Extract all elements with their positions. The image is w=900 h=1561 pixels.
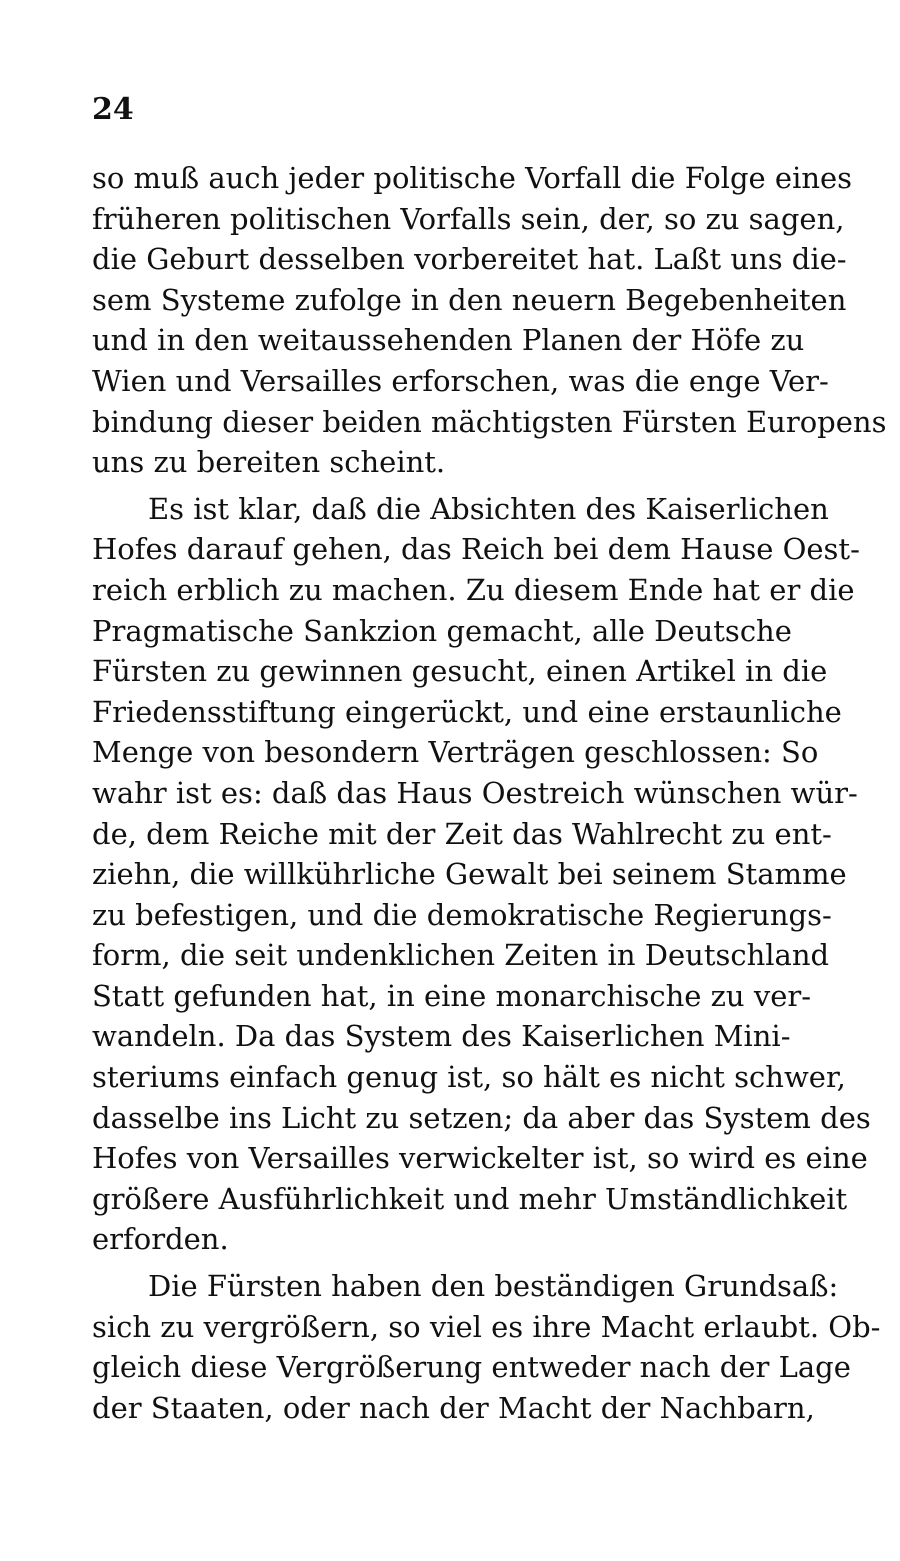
text-line: de, dem Reiche mit der Zeit das Wahlrecht zu ent- <box>92 816 832 851</box>
text-line: so muß auch jeder politische Vorfall die Folge eines <box>92 161 853 195</box>
text-line: bindung dieser beiden mächtigsten Fürsten Europens <box>92 404 887 439</box>
text-line: die Geburt desselben vorbereitet hat. Laßt uns die- <box>92 242 847 277</box>
text-line: Friedensstiftung eingerückt, und eine erstaunliche <box>92 694 842 729</box>
text-line: gleich diese Vergrößerung entweder nach der Lage <box>92 1350 851 1385</box>
text-line: Fürsten zu gewinnen gesucht, einen Artikel in die <box>92 654 828 689</box>
text-line: wandeln. Da das System des Kaiserlichen Mini- <box>92 1019 791 1054</box>
text-line: zu befestigen, und die demokratische Regierungs- <box>92 897 832 932</box>
text-line: form, die seit undenklichen Zeiten in Deutschland <box>92 938 830 973</box>
text-line: dasselbe ins Licht zu setzen; da aber das System des <box>92 1100 871 1135</box>
paragraph-3 <box>92 1266 881 1428</box>
text-line: Es ist klar, daß die Absichten des Kaiserlichen <box>148 491 829 526</box>
text-line: Die Fürsten haben den beständigen Grundsaß: <box>148 1269 839 1304</box>
text-line: Menge von besondern Verträgen geschlossen: So <box>92 735 819 770</box>
text-line: erforden. <box>92 1222 229 1257</box>
text-line: steriums einfach genug ist, so hält es nicht schwer, <box>92 1060 846 1095</box>
text-line: ziehn, die willkührliche Gewalt bei seinem Stamme <box>92 857 847 892</box>
text-line: sem Systeme zufolge in den neuern Begebenheiten <box>92 282 847 317</box>
text-line: uns zu bereiten scheint. <box>92 445 446 480</box>
paragraph-2 <box>92 489 871 1260</box>
text-line: der Staaten, oder nach der Macht der Nachbarn, <box>92 1390 815 1425</box>
text-line: Hofes von Versailles verwickelter ist, so wird es eine <box>92 1141 868 1176</box>
body-text <box>92 158 887 1428</box>
paragraph-1 <box>92 158 887 483</box>
text-line: Statt gefunden hat, in eine monarchische zu ver- <box>92 978 812 1013</box>
text-line: wahr ist es: daß das Haus Oestreich wünschen wür- <box>92 775 858 810</box>
text-line: größere Ausführlichkeit und mehr Umständlichkeit <box>92 1181 848 1216</box>
page-number: 24 <box>92 92 134 127</box>
text-line: sich zu vergrößern, so viel es ihre Macht erlaubt. Ob- <box>92 1309 881 1344</box>
text-line: reich erblich zu machen. Zu diesem Ende hat er die <box>92 572 855 607</box>
text-line: Hofes darauf gehen, das Reich bei dem Hause Oest- <box>92 532 860 567</box>
text-line: Wien und Versailles erforschen, was die enge Ver- <box>92 363 829 398</box>
text-line: Pragmatische Sankzion gemacht, alle Deutsche <box>92 613 792 648</box>
text-line: und in den weitaussehenden Planen der Höfe zu <box>92 323 805 358</box>
text-line: früheren politischen Vorfalls sein, der, so zu sagen, <box>92 201 845 236</box>
